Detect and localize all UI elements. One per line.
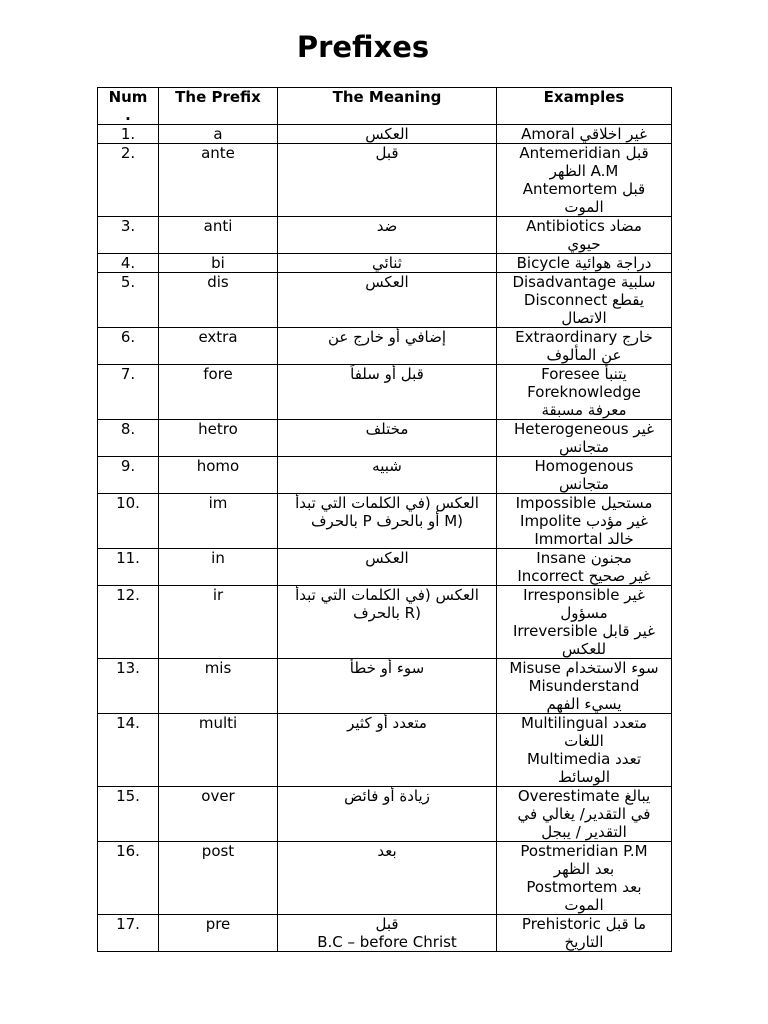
cell-meaning: قبل أو سلفاً: [278, 365, 497, 420]
table-body: [98, 125, 672, 952]
cell-meaning: ضد: [278, 217, 497, 254]
cell-prefix: im: [159, 494, 278, 549]
table-row: [98, 494, 672, 549]
cell-num: 3.: [98, 217, 159, 254]
cell-example: Disadvantage سلبية Disconnect يقطع الاتصال: [497, 273, 672, 328]
cell-meaning: مختلف: [278, 420, 497, 457]
cell-example: Bicycle دراجة هوائية: [497, 254, 672, 273]
cell-num: 13.: [98, 659, 159, 714]
cell-prefix: multi: [159, 714, 278, 787]
cell-num: 7.: [98, 365, 159, 420]
cell-example: Homogenous متجانس: [497, 457, 672, 494]
table-row: [98, 328, 672, 365]
cell-meaning: العكس (في الكلمات التي تبدأ بالحرف R): [278, 586, 497, 659]
table-row: [98, 842, 672, 915]
cell-num: 5.: [98, 273, 159, 328]
cell-num: 15.: [98, 787, 159, 842]
cell-example: Antibiotics مضاد حيوي: [497, 217, 672, 254]
cell-example: Extraordinary خارج عن المألوف: [497, 328, 672, 365]
table-row: [98, 457, 672, 494]
cell-num: 12.: [98, 586, 159, 659]
cell-prefix: dis: [159, 273, 278, 328]
table-row: [98, 586, 672, 659]
cell-example: Antemeridian قبل الظهر A.M Antemortem قبل الموت: [497, 144, 672, 217]
cell-prefix: post: [159, 842, 278, 915]
cell-prefix: homo: [159, 457, 278, 494]
cell-num: 8.: [98, 420, 159, 457]
cell-prefix: bi: [159, 254, 278, 273]
header-num: Num .: [98, 88, 159, 125]
cell-meaning: قبل: [278, 144, 497, 217]
cell-num: 1.: [98, 125, 159, 144]
cell-prefix: fore: [159, 365, 278, 420]
cell-prefix: mis: [159, 659, 278, 714]
cell-example: Amoral غير اخلاقي: [497, 125, 672, 144]
cell-num: 4.: [98, 254, 159, 273]
cell-meaning: قبل B.C – before Christ: [278, 915, 497, 952]
cell-meaning: بعد: [278, 842, 497, 915]
cell-meaning: العكس (في الكلمات التي تبدأ بالحرف P أو بالحرف M): [278, 494, 497, 549]
cell-num: 14.: [98, 714, 159, 787]
cell-meaning: إضافي أو خارج عن: [278, 328, 497, 365]
cell-example: Postmeridian P.M بعد الظهر Postmortem بعد الموت: [497, 842, 672, 915]
table-row: [98, 273, 672, 328]
cell-num: 6.: [98, 328, 159, 365]
cell-meaning: العكس: [278, 549, 497, 586]
table-row: [98, 915, 672, 952]
header-prefix: The Prefix: [159, 88, 278, 125]
cell-prefix: pre: [159, 915, 278, 952]
cell-prefix: hetro: [159, 420, 278, 457]
table-row: [98, 659, 672, 714]
cell-num: 11.: [98, 549, 159, 586]
header-examples: Examples: [497, 88, 672, 125]
cell-prefix: anti: [159, 217, 278, 254]
prefixes-table: [97, 87, 672, 952]
cell-prefix: extra: [159, 328, 278, 365]
table-row: [98, 125, 672, 144]
cell-meaning: العكس: [278, 125, 497, 144]
cell-meaning: متعدد أو كثير: [278, 714, 497, 787]
cell-meaning: العكس: [278, 273, 497, 328]
table-row: [98, 549, 672, 586]
table-row: [98, 365, 672, 420]
table-header-row: [98, 88, 672, 125]
cell-num: 10.: [98, 494, 159, 549]
cell-meaning: زيادة أو فائض: [278, 787, 497, 842]
cell-example: Impossible مستحيل Impolite غير مؤدب Immortal خالد: [497, 494, 672, 549]
cell-example: Overestimate يبالغ في التقدير/ يغالي في التقدير / يبجل: [497, 787, 672, 842]
cell-prefix: ante: [159, 144, 278, 217]
cell-meaning: شبيه: [278, 457, 497, 494]
cell-example: Insane مجنون Incorrect غير صحيح: [497, 549, 672, 586]
cell-prefix: in: [159, 549, 278, 586]
cell-example: Foresee يتنبأ Foreknowledge معرفة مسبقة: [497, 365, 672, 420]
cell-example: Heterogeneous غير متجانس: [497, 420, 672, 457]
table-row: [98, 254, 672, 273]
cell-num: 17.: [98, 915, 159, 952]
cell-example: Prehistoric ما قبل التاريخ: [497, 915, 672, 952]
page-title: Prefixes: [296, 30, 430, 64]
cell-example: Irresponsible غير مسؤول Irreversible غير قابل للعكس: [497, 586, 672, 659]
table-row: [98, 714, 672, 787]
table-row: [98, 144, 672, 217]
header-meaning: The Meaning: [278, 88, 497, 125]
table-row: [98, 787, 672, 842]
cell-prefix: over: [159, 787, 278, 842]
cell-num: 16.: [98, 842, 159, 915]
cell-example: Misuse سوء الاستخدام Misunderstand يسيء الفهم: [497, 659, 672, 714]
cell-prefix: a: [159, 125, 278, 144]
cell-meaning: ثنائي: [278, 254, 497, 273]
cell-prefix: ir: [159, 586, 278, 659]
table-row: [98, 217, 672, 254]
cell-num: 9.: [98, 457, 159, 494]
table-row: [98, 420, 672, 457]
cell-example: Multilingual متعدد اللغات Multimedia تعدد الوسائط: [497, 714, 672, 787]
cell-num: 2.: [98, 144, 159, 217]
cell-meaning: سوء أو خطأ: [278, 659, 497, 714]
